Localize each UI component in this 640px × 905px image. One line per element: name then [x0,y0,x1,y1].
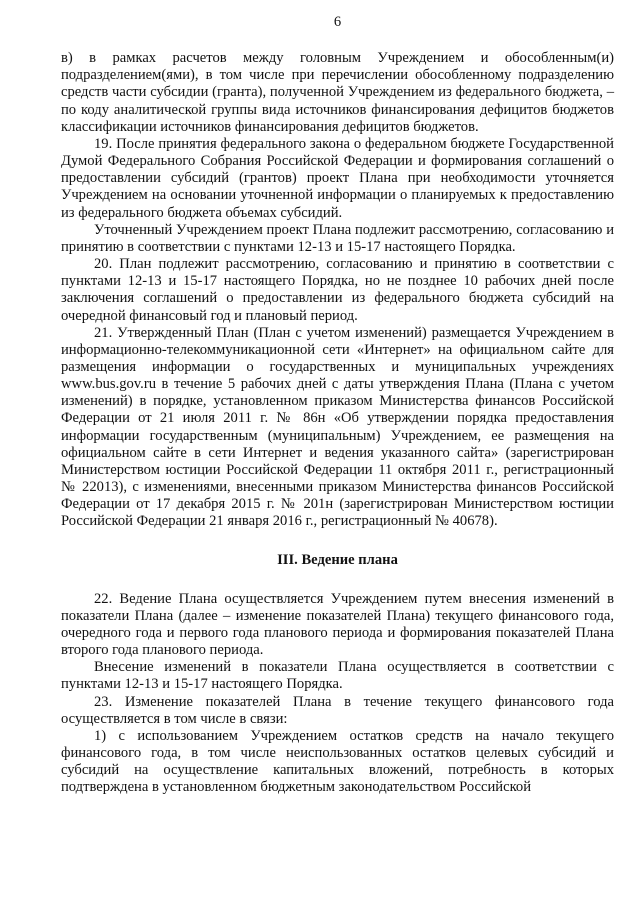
paragraph-p-22: 22. Ведение Плана осуществляется Учреждением путем внесения изменений в показатели Плана (далее – изменение показателей Плана) текущего финансового года, очередного года и первого года планового периода и формирования показателей Плана второго года планового периода. [61,590,614,659]
paragraphs-bottom [61,591,614,797]
paragraph-p-19b: Уточненный Учреждением проект Плана подлежит рассмотрению, согласованию и принятию в соответствии с пунктами 12-13 и 15-17 настоящего Порядка. [61,221,614,255]
page-number: 6 [333,14,342,30]
section-heading: III. Ведение плана [277,551,398,568]
paragraph-p-v: в) в рамках расчетов между головным Учреждением и обособленным(и) подразделением(ями), в том числе при перечислении обособленному подразделению средств части субсидии (гранта), полученной Учреждением из федерального бюджета, – по коду аналитической группы вида источников финансирования дефицитов бюджетов классификации источников финансирования дефицитов бюджетов. [61,50,614,135]
paragraph-p-23-1: 1) с использованием Учреждением остатков средств на начало текущего финансового года, в том числе неиспользованных остатков целевых субсидий и субсидий на осуществление капитальных вложений, потребность в которых подтверждена в установленном бюджетным законодательством Российской [61,727,614,796]
paragraph-p-22b: Внесение изменений в показатели Плана осуществляется в соответствии с пунктами 12-13 и 15-17 настоящего Порядка. [61,659,614,693]
paragraph-p-23: 23. Изменение показателей Плана в течение текущего финансового года осуществляется в том числе в связи: [61,693,614,727]
paragraphs-top [61,50,614,530]
paragraph-p-21: 21. Утвержденный План (План с учетом изменений) размещается Учреждением в информационно-телекоммуникационной сети «Интернет» на официальном сайте для размещения информации о государственных и муниципальных учреждениях www.bus.gov.ru в течение 5 рабочих дней с даты утверждения Плана (Плана с учетом изменений) в порядке, установленном приказом Министерства финансов Российской Федерации от 21 июля 2011 г. № 86н «Об утверждении порядка предоставления информации государственным (муниципальным) Учреждением, ее размещения на официальном сайте в сети Интернет и ведения указанного сайта» (зарегистрирован Министерством юстиции Российской Федерации 11 октября 2011 г., регистрационный № 22013), с изменениями, внесенными приказом Министерства финансов Российской Федерации от 17 декабря 2015 г. № 201н (зарегистрирован Министерством юстиции Российской Федерации 21 января 2016 г., регистрационный № 40678). [61,324,614,530]
paragraph-p-19: 19. После принятия федерального закона о федеральном бюджете Государственной Думой Федерального Собрания Российской Федерации и формирования соглашений о предоставлении субсидий (грантов) проект Плана при необходимости уточняется Учреждением на основании уточненной информации о планируемых к предоставлению из федерального бюджета объемах субсидий. [61,135,614,221]
paragraph-p-20: 20. План подлежит рассмотрению, согласованию и принятию в соответствии с пунктами 12-13 и 15-17 настоящего Порядка, но не позднее 10 рабочих дней после заключения соглашений о предоставлении из федерального бюджета субсидий на очередной финансовый год и плановый период. [61,256,614,324]
